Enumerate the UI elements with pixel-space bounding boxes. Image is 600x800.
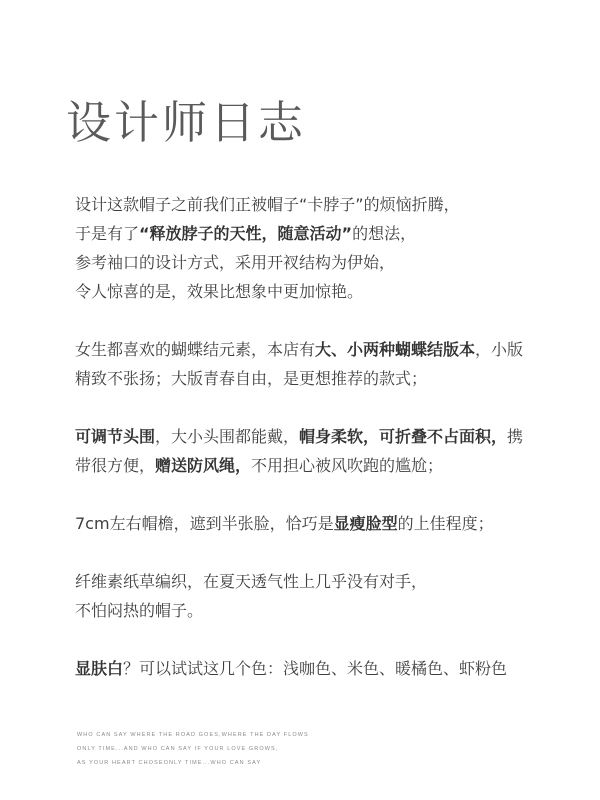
text-line: 参考袖口的设计方式，采用开衩结构为伊始，	[75, 253, 396, 272]
text-span: ，大小头围都能戴，	[155, 427, 300, 446]
highlight-text: 赠送防风绳，	[155, 456, 252, 475]
highlight-text: 帽身柔软，可折叠不占面积，	[299, 427, 508, 446]
text-line	[75, 422, 555, 451]
text-line	[75, 509, 555, 538]
text-line	[75, 219, 555, 248]
text-span: 7cm左右帽檐，遮到半张脸，恰巧是	[75, 514, 334, 533]
highlight-text: 显瘦脸型	[333, 514, 398, 533]
text-span: ？可以试试这几个色：浅咖色、米色、暖橘色、虾粉色	[123, 659, 508, 678]
text-span: ，小版	[475, 340, 524, 359]
highlight-text: 大、小两种蝴蝶结版本	[315, 340, 476, 359]
highlight-text: 可调节头围	[75, 427, 156, 446]
text-line: 令人惊喜的是，效果比想象中更加惊艳。	[75, 282, 364, 301]
footer-line: WHO CAN SAY WHERE THE ROAD GOES,WHERE THE DAY FLOWS	[77, 732, 309, 738]
text-span: 女生都喜欢的蝴蝶结元素，本店有	[75, 340, 316, 359]
text-span: 不用担心被风吹跑的尴尬；	[251, 456, 444, 475]
paragraph-brim	[75, 509, 555, 538]
text-span: 于是有了	[75, 224, 140, 243]
text-line	[75, 451, 555, 480]
paragraph-design-origin	[75, 190, 555, 306]
text-line	[75, 335, 555, 364]
paragraph-adjustable-fit	[75, 422, 555, 480]
highlight-text: 显肤白	[75, 659, 124, 678]
text-span: 携	[507, 427, 524, 446]
text-line: 纤维素纸草编织，在夏天透气性上几乎没有对手，	[75, 572, 428, 591]
paragraph-material	[75, 567, 555, 625]
paragraph-bow-versions	[75, 335, 555, 393]
text-span: 的想法，	[352, 224, 417, 243]
highlight-text: “释放脖子的天性，随意活动”	[139, 224, 353, 243]
text-span: 带很方便，	[75, 456, 156, 475]
article-body	[75, 190, 555, 683]
text-line	[75, 654, 555, 683]
paragraph-colors	[75, 654, 555, 683]
footer-line: ONLY TIME...AND WHO CAN SAY IF YOUR LOVE GROWS,	[77, 746, 279, 752]
footer-lyrics	[77, 728, 309, 770]
text-line: 精致不张扬；大版青春自由，是更想推荐的款式；	[75, 369, 428, 388]
text-line: 不怕闷热的帽子。	[75, 601, 204, 620]
page-title: 设计师日志	[66, 96, 307, 149]
text-line: 设计这款帽子之前我们正被帽子“卡脖子”的烦恼折腾，	[75, 195, 460, 214]
footer-line: AS YOUR HEART CHOSEONLY TIME...WHO CAN SAY	[77, 760, 262, 766]
text-span: 的上佳程度；	[397, 514, 494, 533]
